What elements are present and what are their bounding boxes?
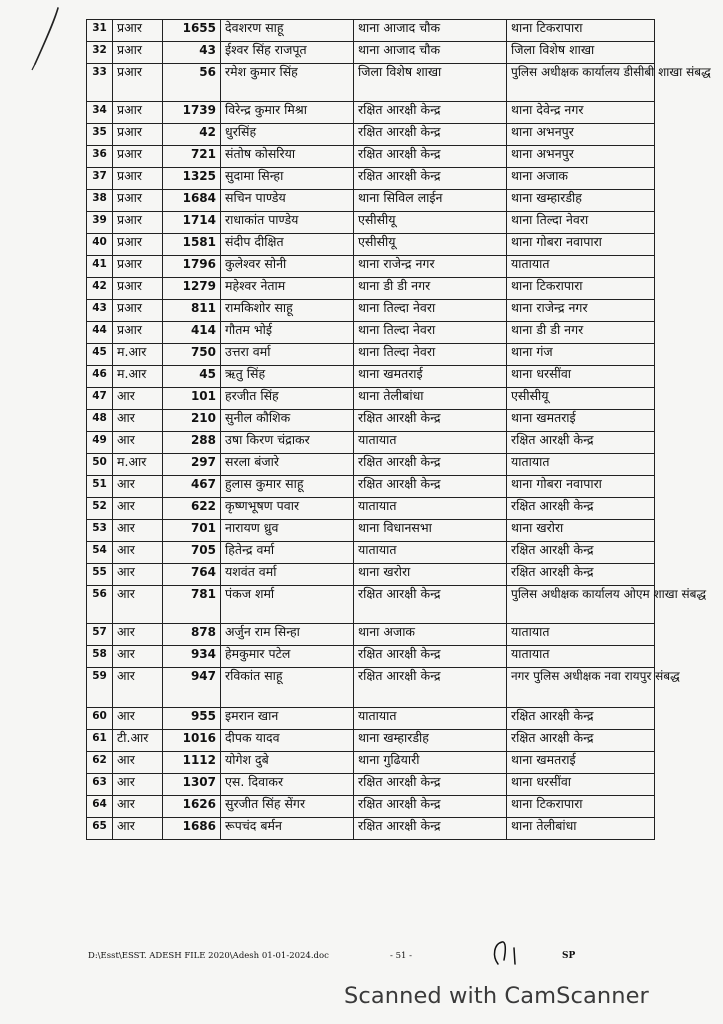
- new-posting-cell: थाना अभनपुर: [507, 124, 655, 146]
- badge-number-cell: 750: [163, 344, 221, 366]
- table-row: [87, 454, 655, 476]
- serial-number-cell: 48: [87, 410, 113, 432]
- new-posting-cell: थाना टिकरापारा: [507, 20, 655, 42]
- badge-number-cell: 43: [163, 42, 221, 64]
- table-row: [87, 344, 655, 366]
- serial-number-cell: 63: [87, 774, 113, 796]
- rank-cell: म.आर: [113, 366, 163, 388]
- new-posting-cell: थाना धरसींवा: [507, 366, 655, 388]
- rank-cell: आर: [113, 818, 163, 840]
- rank-cell: प्रआर: [113, 168, 163, 190]
- rank-cell: प्रआर: [113, 212, 163, 234]
- current-posting-cell: रक्षित आरक्षी केन्द्र: [354, 454, 507, 476]
- rank-cell: आर: [113, 498, 163, 520]
- new-posting-cell: थाना धरसींवा: [507, 774, 655, 796]
- table-row: [87, 366, 655, 388]
- badge-number-cell: 705: [163, 542, 221, 564]
- current-posting-cell: रक्षित आरक्षी केन्द्र: [354, 586, 507, 624]
- table-row: [87, 190, 655, 212]
- rank-cell: प्रआर: [113, 20, 163, 42]
- employee-name-cell: विरेन्द्र कुमार मिश्रा: [221, 102, 354, 124]
- table-row: [87, 322, 655, 344]
- rank-cell: आर: [113, 388, 163, 410]
- current-posting-cell: यातायात: [354, 708, 507, 730]
- employee-name-cell: योगेश दुबे: [221, 752, 354, 774]
- badge-number-cell: 701: [163, 520, 221, 542]
- badge-number-cell: 622: [163, 498, 221, 520]
- current-posting-cell: थाना तिल्दा नेवरा: [354, 344, 507, 366]
- new-posting-cell: रक्षित आरक्षी केन्द्र: [507, 708, 655, 730]
- employee-name-cell: गौतम भोई: [221, 322, 354, 344]
- serial-number-cell: 49: [87, 432, 113, 454]
- new-posting-cell: एसीसीयू: [507, 388, 655, 410]
- current-posting-cell: यातायात: [354, 432, 507, 454]
- serial-number-cell: 40: [87, 234, 113, 256]
- rank-cell: आर: [113, 476, 163, 498]
- new-posting-cell: थाना तिल्दा नेवरा: [507, 212, 655, 234]
- new-posting-cell: यातायात: [507, 256, 655, 278]
- table-row: [87, 818, 655, 840]
- employee-name-cell: रविकांत साहू: [221, 668, 354, 708]
- current-posting-cell: थाना खरोरा: [354, 564, 507, 586]
- table-row: [87, 564, 655, 586]
- current-posting-cell: थाना खमतराई: [354, 366, 507, 388]
- employee-name-cell: महेश्वर नेताम: [221, 278, 354, 300]
- employee-name-cell: कुलेश्वर सोनी: [221, 256, 354, 278]
- badge-number-cell: 1655: [163, 20, 221, 42]
- new-posting-cell: नगर पुलिस अधीक्षक नवा रायपुर संबद्ध: [507, 668, 655, 708]
- table-row: [87, 774, 655, 796]
- current-posting-cell: यातायात: [354, 498, 507, 520]
- serial-number-cell: 46: [87, 366, 113, 388]
- serial-number-cell: 56: [87, 586, 113, 624]
- table-row: [87, 42, 655, 64]
- new-posting-cell: पुलिस अधीक्षक कार्यालय डीसीबी शाखा संबद्ध: [507, 64, 655, 102]
- badge-number-cell: 1739: [163, 102, 221, 124]
- rank-cell: आर: [113, 410, 163, 432]
- rank-cell: आर: [113, 752, 163, 774]
- current-posting-cell: रक्षित आरक्षी केन्द्र: [354, 646, 507, 668]
- badge-number-cell: 955: [163, 708, 221, 730]
- serial-number-cell: 42: [87, 278, 113, 300]
- serial-number-cell: 33: [87, 64, 113, 102]
- new-posting-cell: यातायात: [507, 454, 655, 476]
- current-posting-cell: थाना खम्हारडीह: [354, 730, 507, 752]
- current-posting-cell: थाना अजाक: [354, 624, 507, 646]
- serial-number-cell: 59: [87, 668, 113, 708]
- table-row: [87, 752, 655, 774]
- table-row: [87, 278, 655, 300]
- table-row: [87, 586, 655, 624]
- badge-number-cell: 1307: [163, 774, 221, 796]
- current-posting-cell: रक्षित आरक्षी केन्द्र: [354, 796, 507, 818]
- rank-cell: प्रआर: [113, 278, 163, 300]
- new-posting-cell: रक्षित आरक्षी केन्द्र: [507, 730, 655, 752]
- new-posting-cell: थाना गंज: [507, 344, 655, 366]
- badge-number-cell: 1325: [163, 168, 221, 190]
- serial-number-cell: 52: [87, 498, 113, 520]
- employee-name-cell: हुलास कुमार साहू: [221, 476, 354, 498]
- new-posting-cell: थाना गोबरा नवापारा: [507, 234, 655, 256]
- footer-page-number: - 51 -: [390, 951, 412, 961]
- table-row: [87, 168, 655, 190]
- serial-number-cell: 57: [87, 624, 113, 646]
- table-row: [87, 668, 655, 708]
- new-posting-cell: थाना खम्हारडीह: [507, 190, 655, 212]
- rank-cell: म.आर: [113, 454, 163, 476]
- rank-cell: आर: [113, 646, 163, 668]
- rank-cell: प्रआर: [113, 102, 163, 124]
- serial-number-cell: 62: [87, 752, 113, 774]
- table-row: [87, 124, 655, 146]
- current-posting-cell: थाना राजेन्द्र नगर: [354, 256, 507, 278]
- current-posting-cell: थाना विधानसभा: [354, 520, 507, 542]
- table-row: [87, 520, 655, 542]
- table-row: [87, 730, 655, 752]
- employee-name-cell: रमेश कुमार सिंह: [221, 64, 354, 102]
- new-posting-cell: थाना टिकरापारा: [507, 278, 655, 300]
- current-posting-cell: थाना डी डी नगर: [354, 278, 507, 300]
- current-posting-cell: रक्षित आरक्षी केन्द्र: [354, 668, 507, 708]
- rank-cell: आर: [113, 542, 163, 564]
- employee-name-cell: देवशरण साहू: [221, 20, 354, 42]
- serial-number-cell: 43: [87, 300, 113, 322]
- table-row: [87, 624, 655, 646]
- serial-number-cell: 60: [87, 708, 113, 730]
- serial-number-cell: 37: [87, 168, 113, 190]
- rank-cell: टी.आर: [113, 730, 163, 752]
- table-row: [87, 102, 655, 124]
- rank-cell: आर: [113, 432, 163, 454]
- badge-number-cell: 1581: [163, 234, 221, 256]
- rank-cell: प्रआर: [113, 322, 163, 344]
- rank-cell: आर: [113, 796, 163, 818]
- footer-file-path: D:\Esst\ESST. ADESH FILE 2020\Adesh 01-01-2024.doc: [88, 951, 329, 961]
- table-row: [87, 234, 655, 256]
- rank-cell: आर: [113, 668, 163, 708]
- rank-cell: आर: [113, 774, 163, 796]
- badge-number-cell: 764: [163, 564, 221, 586]
- employee-name-cell: रामकिशोर साहू: [221, 300, 354, 322]
- current-posting-cell: थाना गुढियारी: [354, 752, 507, 774]
- employee-name-cell: दीपक यादव: [221, 730, 354, 752]
- employee-name-cell: हितेन्द्र वर्मा: [221, 542, 354, 564]
- transfer-table-body: [87, 20, 711, 840]
- badge-number-cell: 1796: [163, 256, 221, 278]
- employee-name-cell: संदीप दीक्षित: [221, 234, 354, 256]
- rank-cell: आर: [113, 624, 163, 646]
- badge-number-cell: 210: [163, 410, 221, 432]
- badge-number-cell: 1714: [163, 212, 221, 234]
- transfer-table: [86, 19, 711, 840]
- current-posting-cell: रक्षित आरक्षी केन्द्र: [354, 774, 507, 796]
- employee-name-cell: सुनील कौशिक: [221, 410, 354, 432]
- employee-name-cell: एस. दिवाकर: [221, 774, 354, 796]
- table-row: [87, 476, 655, 498]
- table-row: [87, 256, 655, 278]
- new-posting-cell: थाना राजेन्द्र नगर: [507, 300, 655, 322]
- table-row: [87, 542, 655, 564]
- current-posting-cell: रक्षित आरक्षी केन्द्र: [354, 168, 507, 190]
- badge-number-cell: 811: [163, 300, 221, 322]
- badge-number-cell: 467: [163, 476, 221, 498]
- current-posting-cell: थाना तिल्दा नेवरा: [354, 322, 507, 344]
- badge-number-cell: 45: [163, 366, 221, 388]
- rank-cell: प्रआर: [113, 124, 163, 146]
- badge-number-cell: 1684: [163, 190, 221, 212]
- rank-cell: आर: [113, 708, 163, 730]
- serial-number-cell: 55: [87, 564, 113, 586]
- camscanner-watermark: Scanned with CamScanner: [344, 983, 649, 1009]
- employee-name-cell: अर्जुन राम सिन्हा: [221, 624, 354, 646]
- rank-cell: प्रआर: [113, 42, 163, 64]
- employee-name-cell: रूपचंद बर्मन: [221, 818, 354, 840]
- new-posting-cell: थाना डी डी नगर: [507, 322, 655, 344]
- serial-number-cell: 53: [87, 520, 113, 542]
- serial-number-cell: 47: [87, 388, 113, 410]
- employee-name-cell: सरला बंजारे: [221, 454, 354, 476]
- serial-number-cell: 64: [87, 796, 113, 818]
- new-posting-cell: थाना खमतराई: [507, 752, 655, 774]
- badge-number-cell: 947: [163, 668, 221, 708]
- serial-number-cell: 41: [87, 256, 113, 278]
- current-posting-cell: रक्षित आरक्षी केन्द्र: [354, 818, 507, 840]
- new-posting-cell: थाना खरोरा: [507, 520, 655, 542]
- handwritten-signature: [490, 938, 530, 968]
- rank-cell: प्रआर: [113, 234, 163, 256]
- rank-cell: आर: [113, 520, 163, 542]
- new-posting-cell: थाना टिकरापारा: [507, 796, 655, 818]
- new-posting-cell: यातायात: [507, 646, 655, 668]
- current-posting-cell: रक्षित आरक्षी केन्द्र: [354, 124, 507, 146]
- rank-cell: प्रआर: [113, 190, 163, 212]
- serial-number-cell: 61: [87, 730, 113, 752]
- new-posting-cell: थाना देवेन्द्र नगर: [507, 102, 655, 124]
- badge-number-cell: 297: [163, 454, 221, 476]
- table-row: [87, 432, 655, 454]
- current-posting-cell: यातायात: [354, 542, 507, 564]
- rank-cell: प्रआर: [113, 300, 163, 322]
- employee-name-cell: राधाकांत पाण्डेय: [221, 212, 354, 234]
- serial-number-cell: 36: [87, 146, 113, 168]
- table-row: [87, 300, 655, 322]
- current-posting-cell: एसीसीयू: [354, 212, 507, 234]
- serial-number-cell: 65: [87, 818, 113, 840]
- employee-name-cell: यशवंत वर्मा: [221, 564, 354, 586]
- current-posting-cell: थाना तिल्दा नेवरा: [354, 300, 507, 322]
- serial-number-cell: 58: [87, 646, 113, 668]
- serial-number-cell: 32: [87, 42, 113, 64]
- rank-cell: प्रआर: [113, 256, 163, 278]
- new-posting-cell: रक्षित आरक्षी केन्द्र: [507, 564, 655, 586]
- employee-name-cell: नारायण ध्रुव: [221, 520, 354, 542]
- badge-number-cell: 42: [163, 124, 221, 146]
- footer-initials: SP: [562, 951, 576, 961]
- rank-cell: आर: [113, 586, 163, 624]
- current-posting-cell: रक्षित आरक्षी केन्द्र: [354, 476, 507, 498]
- new-posting-cell: रक्षित आरक्षी केन्द्र: [507, 498, 655, 520]
- employee-name-cell: धुरसिंह: [221, 124, 354, 146]
- table-row: [87, 146, 655, 168]
- employee-name-cell: सुदामा सिन्हा: [221, 168, 354, 190]
- badge-number-cell: 288: [163, 432, 221, 454]
- new-posting-cell: थाना अजाक: [507, 168, 655, 190]
- employee-name-cell: कृष्णभूषण पवार: [221, 498, 354, 520]
- badge-number-cell: 1016: [163, 730, 221, 752]
- serial-number-cell: 35: [87, 124, 113, 146]
- employee-name-cell: सुरजीत सिंह सेंगर: [221, 796, 354, 818]
- badge-number-cell: 101: [163, 388, 221, 410]
- table-row: [87, 410, 655, 432]
- badge-number-cell: 1112: [163, 752, 221, 774]
- table-row: [87, 796, 655, 818]
- badge-number-cell: 56: [163, 64, 221, 102]
- employee-name-cell: ऋतु सिंह: [221, 366, 354, 388]
- badge-number-cell: 721: [163, 146, 221, 168]
- serial-number-cell: 45: [87, 344, 113, 366]
- table-row: [87, 498, 655, 520]
- rank-cell: प्रआर: [113, 146, 163, 168]
- new-posting-cell: रक्षित आरक्षी केन्द्र: [507, 432, 655, 454]
- employee-name-cell: पंकज शर्मा: [221, 586, 354, 624]
- employee-name-cell: उत्तरा वर्मा: [221, 344, 354, 366]
- badge-number-cell: 878: [163, 624, 221, 646]
- serial-number-cell: 54: [87, 542, 113, 564]
- current-posting-cell: रक्षित आरक्षी केन्द्र: [354, 146, 507, 168]
- badge-number-cell: 414: [163, 322, 221, 344]
- serial-number-cell: 34: [87, 102, 113, 124]
- current-posting-cell: थाना तेलीबांधा: [354, 388, 507, 410]
- serial-number-cell: 38: [87, 190, 113, 212]
- employee-name-cell: सचिन पाण्डेय: [221, 190, 354, 212]
- current-posting-cell: थाना आजाद चौक: [354, 20, 507, 42]
- table-row: [87, 646, 655, 668]
- rank-cell: म.आर: [113, 344, 163, 366]
- table-row: [87, 708, 655, 730]
- current-posting-cell: थाना आजाद चौक: [354, 42, 507, 64]
- badge-number-cell: 934: [163, 646, 221, 668]
- badge-number-cell: 1686: [163, 818, 221, 840]
- employee-name-cell: संतोष कोसरिया: [221, 146, 354, 168]
- badge-number-cell: 781: [163, 586, 221, 624]
- current-posting-cell: जिला विशेष शाखा: [354, 64, 507, 102]
- current-posting-cell: रक्षित आरक्षी केन्द्र: [354, 102, 507, 124]
- serial-number-cell: 51: [87, 476, 113, 498]
- serial-number-cell: 31: [87, 20, 113, 42]
- new-posting-cell: जिला विशेष शाखा: [507, 42, 655, 64]
- employee-name-cell: इमरान खान: [221, 708, 354, 730]
- serial-number-cell: 50: [87, 454, 113, 476]
- table-row: [87, 20, 655, 42]
- rank-cell: प्रआर: [113, 64, 163, 102]
- rank-cell: आर: [113, 564, 163, 586]
- new-posting-cell: रक्षित आरक्षी केन्द्र: [507, 542, 655, 564]
- new-posting-cell: यातायात: [507, 624, 655, 646]
- employee-name-cell: हेमकुमार पटेल: [221, 646, 354, 668]
- table-row: [87, 64, 655, 102]
- current-posting-cell: एसीसीयू: [354, 234, 507, 256]
- serial-number-cell: 39: [87, 212, 113, 234]
- table-row: [87, 388, 655, 410]
- serial-number-cell: 44: [87, 322, 113, 344]
- current-posting-cell: रक्षित आरक्षी केन्द्र: [354, 410, 507, 432]
- badge-number-cell: 1626: [163, 796, 221, 818]
- employee-name-cell: उषा किरण चंद्राकर: [221, 432, 354, 454]
- new-posting-cell: पुलिस अधीक्षक कार्यालय ओएम शाखा संबद्ध: [507, 586, 655, 624]
- employee-name-cell: ईश्वर सिंह राजपूत: [221, 42, 354, 64]
- new-posting-cell: थाना तेलीबांधा: [507, 818, 655, 840]
- badge-number-cell: 1279: [163, 278, 221, 300]
- new-posting-cell: थाना अभनपुर: [507, 146, 655, 168]
- employee-name-cell: हरजीत सिंह: [221, 388, 354, 410]
- current-posting-cell: थाना सिविल लाईन: [354, 190, 507, 212]
- table-row: [87, 212, 655, 234]
- new-posting-cell: थाना खमतराई: [507, 410, 655, 432]
- new-posting-cell: थाना गोबरा नवापारा: [507, 476, 655, 498]
